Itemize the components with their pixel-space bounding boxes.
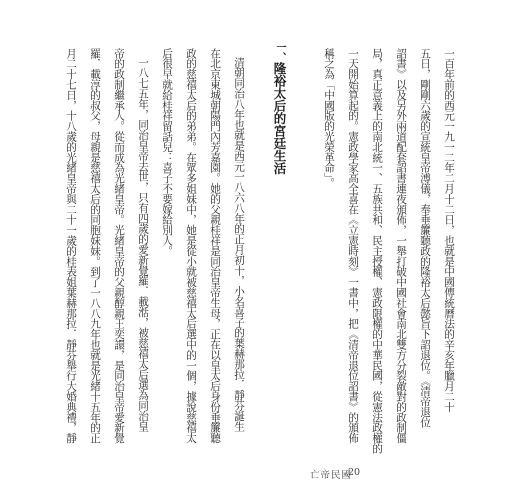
body-text-column-7: 羅．載淳的叔父，母親是慈禧太后的同胞妹妹。到了一八八九年也就是光緒十五年的正 xyxy=(89,48,101,444)
intro-text-column-2: 五日，剛剛六歲的宣統皇帝溥儀，奉垂簾聽政的隆裕太后懿旨下詔退位。《清帝退位 xyxy=(419,48,431,428)
intro-text-column-6: 稱之為「中國版的光榮革命」。 xyxy=(323,48,335,189)
body-text-column-8: 月二十七日，十八歲的光緒皇帝與二十一歲的桂表姐葉赫那拉．靜芬舉行大婚典禮，靜 xyxy=(65,48,77,444)
body-text-column-6: 帝的政制繼承人。從而成為光緒皇帝。光緒皇帝的父親醇親王奕譞，是同治皇帝愛新覺 xyxy=(113,48,125,444)
page-footer xyxy=(310,467,470,481)
section-heading-number: 一、 xyxy=(274,42,285,62)
body-text-column-1: 清朝同治八年也就是西元一八六八年的正月初十，小名喜子的葉赫那拉．靜芬誕生 xyxy=(233,57,245,432)
body-text-column-4: 后很早就給桂祥留話兒：喜子不要嫁給別人。 xyxy=(161,48,173,256)
body-text-column-5: 一八七五年，同治皇帝去世，只有四歲的愛新覺羅．載湉，被慈禧太后選為同治皇 xyxy=(137,57,149,432)
intro-text-column-5: 一天開始算起的。憲政學家高全喜在《立憲時刻》一書中，把《清帝退位詔書》的頒佈 xyxy=(347,48,359,444)
intro-text-column-4: 局，真正意義上的南北統一、五族共和、民主授權、憲政限權的中華民國，從憲法政權的 xyxy=(371,48,383,454)
running-title: 亡帝民國 xyxy=(310,470,353,481)
intro-text-column-3: 詔書》以及另外兩道配套詔書連夜頒佈，一舉打破中國社會南北雙方分裂敵對的政制僵 xyxy=(395,48,407,444)
body-text-column-2: 在北京東城朝陽門內芳嘉園。她的父親桂祥是同治皇帝生母，正在以皇太后身份垂簾聽 xyxy=(209,48,221,444)
page-number: 20 xyxy=(348,467,361,478)
section-heading-title: 隆裕太后的宮廷生活 xyxy=(272,62,287,175)
section-heading xyxy=(270,42,288,175)
body-text-column-3: 政的慈禧太后的弟弟。在眾多姐妹中，她是從小就被慈禧太后選中的一個，據說慈禧太 xyxy=(185,48,197,444)
intro-text-column-1: 一百年前的西元一九一二年二月十二日，也就是中國傳統曆法的辛亥年臘月二十 xyxy=(443,48,455,412)
